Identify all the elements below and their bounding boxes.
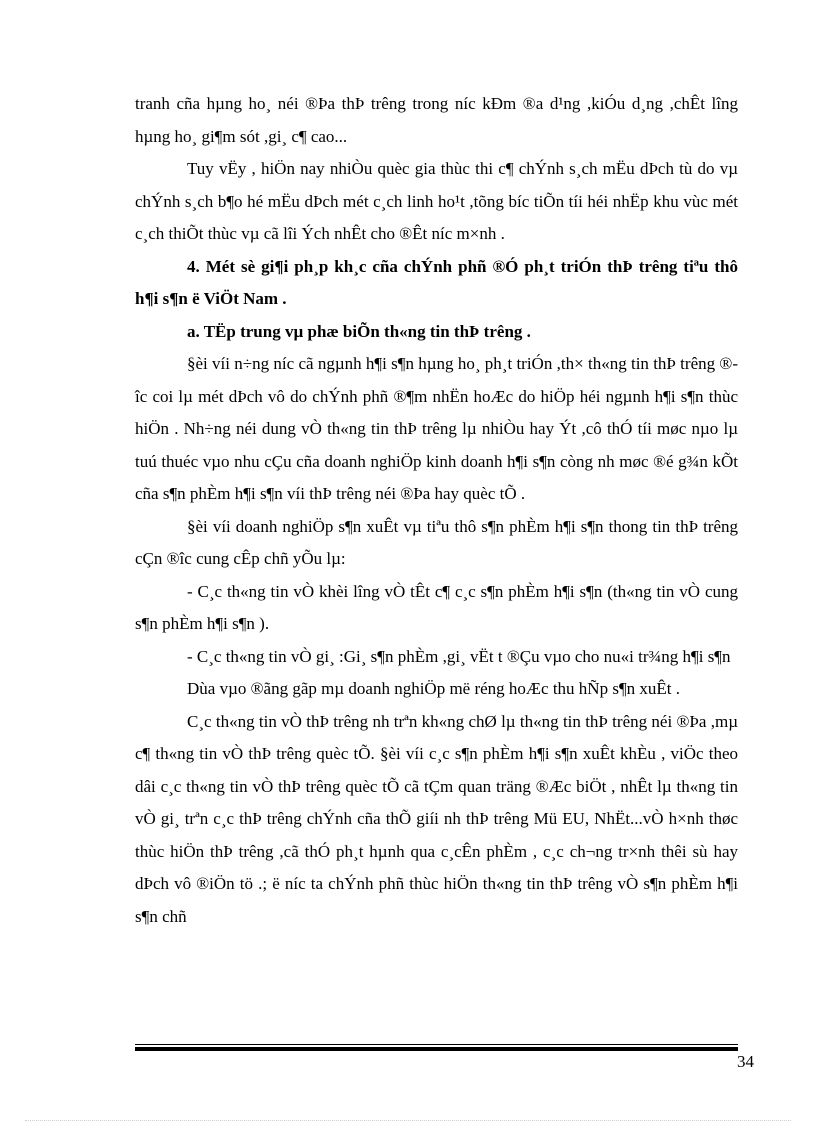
body-text: [135, 88, 738, 933]
paragraph-1: tranh cña hµng ho¸ néi ®Þa thÞ trêng trong níc kÐm ®a d¹ng ,kiÓu d¸ng ,chÊt lîng hµng ho¸ gi¶m sót ,gi¸ c¶ cao...: [135, 94, 738, 146]
paragraph-2: Tuy vËy , hiÖn nay nhiÒu quèc gia thùc thi c¶ chÝnh s¸ch mËu dÞch tù do vµ chÝnh s¸ch b¶o hé mËu dÞch mét c¸ch linh ho¹t ,tõng bíc tiÕn tíi héi nhËp khu vùc mét c¸ch thiÕt thùc vµ cã lîi Ých nhÊt cho ®Êt níc m×nh .: [135, 159, 738, 243]
paragraph-6: C¸c th«ng tin vÒ thÞ trêng nh trªn kh«ng chØ lµ th«ng tin thÞ trêng néi ®Þa ,mµ c¶ th«ng tin vÒ thÞ trêng quèc tÕ. §èi víi c¸c s¶n phÈm h¶i s¶n xuÊt khÈu , viÖc theo dâi c¸c th«ng tin vÒ thÞ trêng quèc tÕ cã tÇm quan träng ®Æc biÖt , nhÊt lµ th«ng tin vÒ gi¸ trªn c¸c thÞ trêng chÝnh cña thÕ giíi nh thÞ trêng Mü EU, NhËt...vÒ h×nh thøc thùc hiÖn thÞ trêng ,cã thÓ ph¸t hµnh qua c¸cÊn phÈm , c¸c ch¬ng tr×nh thêi sù hay dÞch vô ®iÖn tö .; ë níc ta chÝnh phñ thùc hiÖn th«ng tin thÞ trêng vÒ s¶n phÈm h¶i s¶n chñ: [135, 711, 738, 926]
footer-rule: [135, 1044, 738, 1051]
subsection-heading: a. TËp trung vµ phæ biÕn th«ng tin thÞ trêng .: [187, 321, 531, 341]
paragraph-4: §èi víi doanh nghiÖp s¶n xuÊt vµ tiªu thô s¶n phÈm h¶i s¶n thong tin thÞ trêng cÇn ®îc cung cÊp chñ yÕu lµ:: [135, 516, 738, 568]
footer-rule-thick: [135, 1047, 738, 1051]
paragraph-3: §èi víi n÷ng níc cã ngµnh h¶i s¶n hµng ho¸ ph¸t triÓn ,th× th«ng tin thÞ trêng ®îc coi lµ mét dÞch vô do chÝnh phñ ®¶m nhËn hoÆc do hiÖp héi ngµnh h¶i s¶n thùc hiÖn . Nh÷ng néi dung vÒ th«ng tin thÞ trêng lµ nhiÒu hay Ýt ,cô thÓ tíi møc nµo lµ tuú thuéc vµo nhu cÇu cña doanh nghiÖp kinh doanh h¶i s¶n còng nh møc ®é g¾n kÕt cña s¶n phÈm h¶i s¶n víi thÞ trêng néi ®Þa hay quèc tÕ .: [135, 354, 738, 503]
list-item-price: - C¸c th«ng tin vÒ gi¸ :Gi¸ s¶n phÈm ,gi¸ vËt t ®Çu vµo cho nu«i tr¾ng h¶i s¶n: [187, 646, 731, 666]
page-number: 34: [737, 1052, 754, 1071]
page-edge-divider: [25, 1120, 791, 1121]
footer-rule-thin: [135, 1044, 738, 1045]
section-heading: 4. Mét sè gi¶i ph¸p kh¸c cña chÝnh phñ ®Ó ph¸t triÓn thÞ trêng tiªu thô h¶i s¶n ë ViÖt Nam .: [135, 256, 738, 308]
list-item-supply: - C¸c th«ng tin vÒ khèi lîng vÒ tÊt c¶ c¸c s¶n phÈm h¶i s¶n (th«ng tin vÒ cung s¶n phÈm h¶i s¶n ).: [135, 581, 738, 633]
paragraph-5: Dùa vµo ®ãng gãp mµ doanh nghiÖp më réng hoÆc thu hÑp s¶n xuÊt .: [187, 679, 680, 698]
